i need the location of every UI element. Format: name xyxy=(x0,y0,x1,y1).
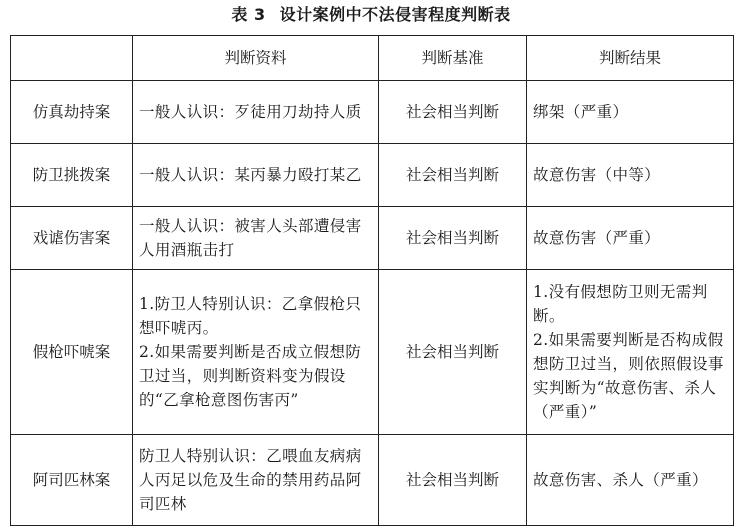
table-row xyxy=(11,207,734,270)
case-name: 阿司匹林案 xyxy=(11,435,133,526)
material-line: 2.如果需要判断是否成立假想防卫过当，则判断资料变为假设的“乙拿枪意图伤害丙” xyxy=(139,343,362,409)
judgment-material xyxy=(133,144,379,207)
judgment-basis: 社会相当判断 xyxy=(379,81,527,144)
header-basis: 判断基准 xyxy=(379,36,527,81)
judgment-basis: 社会相当判断 xyxy=(379,144,527,207)
material-line: 一般人认识：某丙暴力殴打某乙 xyxy=(139,166,362,184)
judgment-material xyxy=(133,270,379,435)
result-line: 绑架（严重） xyxy=(533,103,629,121)
judgment-basis: 社会相当判断 xyxy=(379,270,527,435)
judgment-material xyxy=(133,207,379,270)
table-row xyxy=(11,144,734,207)
table-row xyxy=(11,81,734,144)
header-result: 判断结果 xyxy=(527,36,734,81)
case-name: 仿真劫持案 xyxy=(11,81,133,144)
judgment-material xyxy=(133,435,379,526)
table-row xyxy=(11,435,734,526)
result-line: 故意伤害、杀人（严重） xyxy=(533,471,708,489)
judgment-result xyxy=(527,270,734,435)
judgment-table xyxy=(10,35,734,526)
judgment-material xyxy=(133,81,379,144)
material-line: 1.防卫人特别认识：乙拿假枪只想吓唬丙。 xyxy=(139,295,362,337)
header-case xyxy=(11,36,133,81)
judgment-result xyxy=(527,81,734,144)
header-material: 判断资料 xyxy=(133,36,379,81)
result-line: 1.没有假想防卫则无需判断。 xyxy=(533,283,708,325)
result-line: 2.如果需要判断是否构成假想防卫过当，则依照假设事实判断为“故意伤害、杀人（严重）” xyxy=(533,331,724,421)
judgment-basis: 社会相当判断 xyxy=(379,435,527,526)
case-name: 戏谑伤害案 xyxy=(11,207,133,270)
judgment-result xyxy=(527,144,734,207)
header-row xyxy=(11,36,734,81)
judgment-result xyxy=(527,435,734,526)
table-row xyxy=(11,270,734,435)
table-title: 设计案例中不法侵害程度判断表 xyxy=(279,5,511,24)
material-line: 一般人认识：被害人头部遭侵害人用酒瓶击打 xyxy=(139,217,362,259)
material-line: 一般人认识：歹徒用刀劫持人质 xyxy=(139,103,362,121)
judgment-basis: 社会相当判断 xyxy=(379,207,527,270)
result-line: 故意伤害（严重） xyxy=(533,229,661,247)
case-name: 假枪吓唬案 xyxy=(11,270,133,435)
material-line: 防卫人特别认识：乙喂血友病病人丙足以危及生命的禁用药品阿司匹林 xyxy=(139,447,362,513)
result-line: 故意伤害（中等） xyxy=(533,166,661,184)
case-name: 防卫挑拨案 xyxy=(11,144,133,207)
table-number: 表 3 xyxy=(231,5,266,24)
judgment-result xyxy=(527,207,734,270)
table-caption xyxy=(0,4,742,26)
